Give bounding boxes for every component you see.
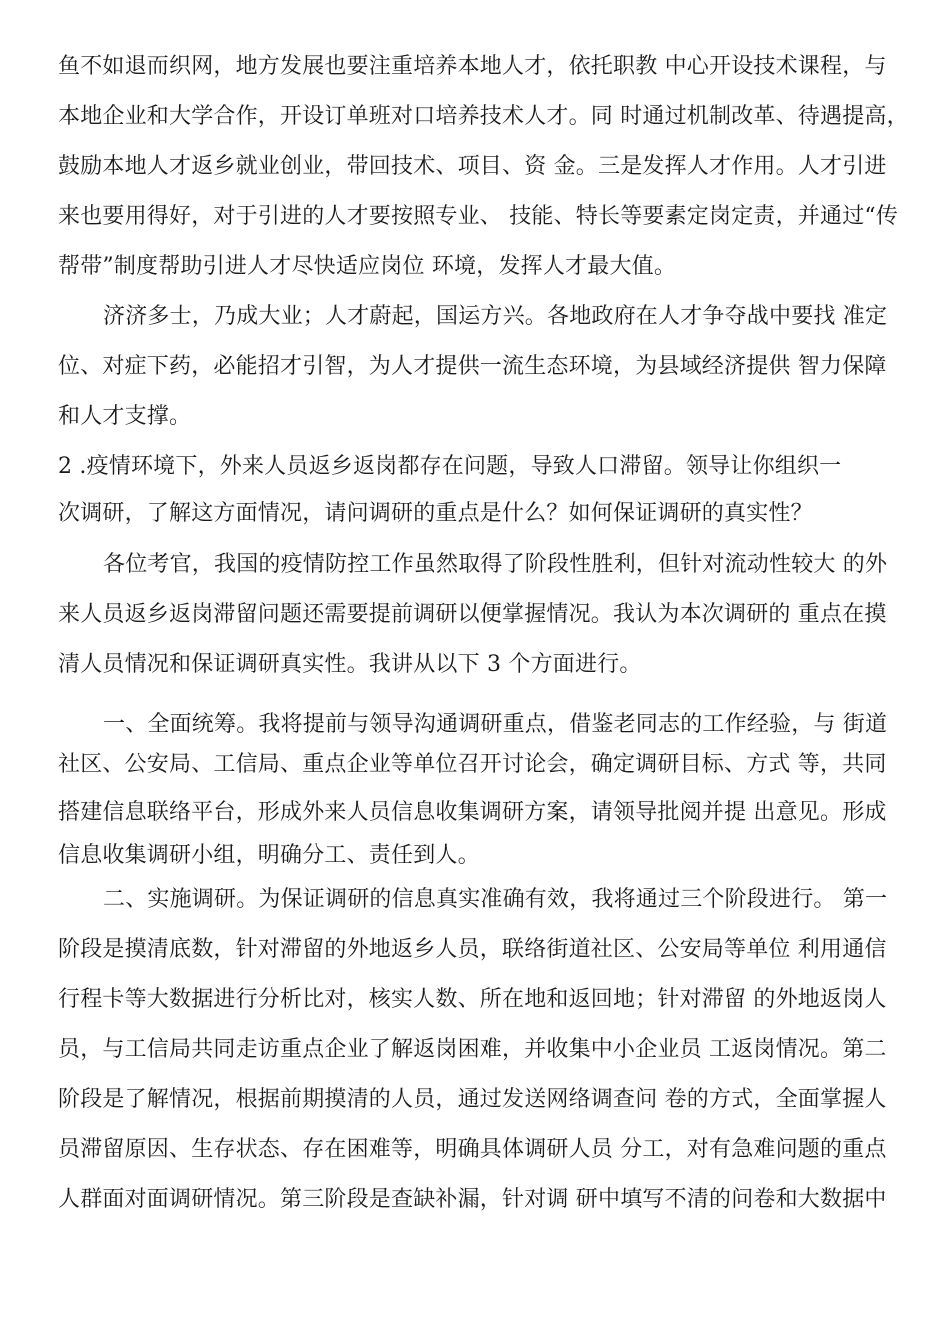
paragraph-first-line: 二、实施调研。为保证调研的信息真实准确有效，我将通过三个阶段进行。 第一 — [103, 887, 888, 912]
question-heading-cont: 次调研，了解这方面情况，请问调研的重点是什么？如何保证调研的真实性？ — [58, 501, 813, 526]
text-line: 搭建信息联络平台，形成外来人员信息收集调研方案，请领导批阅并提 出意见。形成 — [58, 800, 887, 825]
paragraph-first-line: 一、全面统筹。我将提前与领导沟通调研重点，借鉴老同志的工作经验，与 街道 — [103, 712, 888, 737]
text-line: 人群面对面调研情况。第三阶段是查缺补漏，针对调 研中填写不清的问卷和大数据中 — [58, 1187, 887, 1212]
text-line: 鱼不如退而织网，地方发展也要注重培养本地人才，依托职教 中心开设技术课程，与 — [58, 54, 887, 79]
text-line: 社区、公安局、工信局、重点企业等单位召开讨论会，确定调研目标、方式 等，共同 — [58, 752, 887, 777]
text-line: 鼓励本地人才返乡就业创业，带回技术、项目、资 金。三是发挥人才作用。人才引进 — [58, 154, 887, 179]
text-line: 信息收集调研小组，明确分工、责任到人。 — [58, 843, 480, 868]
text-line: 阶段是了解情况，根据前期摸清的人员，通过发送网络调查问 卷的方式，全面掌握人 — [58, 1087, 887, 1112]
paragraph-first-line: 济济多士，乃成大业；人才蔚起，国运方兴。各地政府在人才争夺战中要找 准定 — [103, 304, 888, 329]
text-line: 来人员返乡返岗滞留问题还需要提前调研以便掌握情况。我认为本次调研的 重点在摸 — [58, 602, 887, 627]
text-line: 清人员情况和保证调研真实性。我讲从以下 3 个方面进行。 — [58, 652, 642, 677]
text-line: 员，与工信局共同走访重点企业了解返岗困难，并收集中小企业员 工返岗情况。第二 — [58, 1037, 887, 1062]
question-heading: 2 .疫情环境下，外来人员返乡返岗都存在问题，导致人口滞留。领导让你组织一 — [58, 454, 842, 479]
text-line: 阶段是摸清底数，针对滞留的外地返乡人员，联络街道社区、公安局等单位 利用通信 — [58, 937, 887, 962]
text-line: 来也要用得好，对于引进的人才要按照专业、 技能、特长等要素定岗定责，并通过“传 — [58, 204, 899, 229]
text-line: 位、对症下药，必能招才引智，为人才提供一流生态环境，为县域经济提供 智力保障 — [58, 354, 887, 379]
text-line: 和人才支撑。 — [58, 404, 192, 429]
text-line: 本地企业和大学合作，开设订单班对口培养技术人才。同 时通过机制改革、待遇提高， — [58, 104, 909, 129]
text-line: 帮带”制度帮助引进人才尽快适应岗位 环境，发挥人才最大值。 — [58, 254, 677, 279]
text-line: 行程卡等大数据进行分析比对，核实人数、所在地和返回地；针对滞留 的外地返岗人 — [58, 987, 887, 1012]
text-line: 员滞留原因、生存状态、存在困难等，明确具体调研人员 分工，对有急难问题的重点 — [58, 1137, 887, 1162]
paragraph-first-line: 各位考官，我国的疫情防控工作虽然取得了阶段性胜利，但针对流动性较大 的外 — [103, 552, 888, 577]
